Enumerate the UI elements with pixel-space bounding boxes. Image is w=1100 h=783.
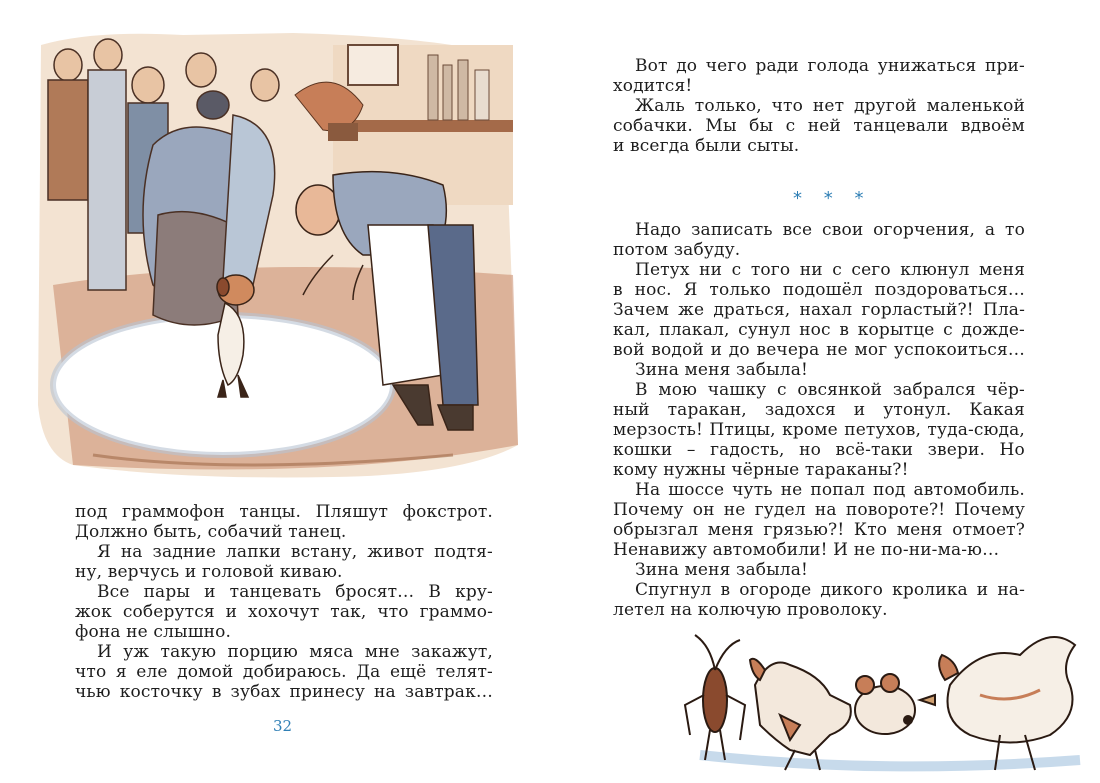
dance-hall-illustration	[33, 25, 520, 483]
text-line: Надо записать все свои огорчения, а то	[635, 220, 1025, 240]
paragraph	[613, 56, 1025, 96]
section-separator: * * *	[793, 188, 872, 209]
paragraph	[613, 260, 1025, 360]
paragraph	[613, 96, 1025, 156]
text-line: Ненавижу автомобили! И не по-ни-ма-ю…	[613, 540, 1000, 560]
right-page	[550, 0, 1100, 783]
text-line: Я на задние лапки встану, живот подтя-	[97, 542, 493, 562]
text-line: фона не слышно.	[75, 622, 232, 642]
paragraph	[75, 642, 493, 702]
text-line: мерзость! Птицы, кроме петухов, туда-сюда,	[613, 420, 1025, 440]
text-line: Зина меня забыла!	[635, 560, 809, 580]
text-line: летел на колючую проволоку.	[613, 600, 888, 620]
text-line: Спугнул в огороде дикого кролика и на-	[635, 580, 1025, 600]
paragraph	[75, 502, 493, 542]
text-line: собачки. Мы бы с ней танцевали вдвоём	[613, 116, 1025, 136]
text-line: что я еле домой добираюсь. Да ещё телят-	[75, 662, 493, 682]
animals-illustration	[680, 625, 1090, 777]
text-line: На шоссе чуть не попал под автомобиль.	[635, 480, 1025, 500]
text-line: потом забуду.	[613, 240, 741, 260]
text-line: ходится!	[613, 76, 693, 96]
text-line: Все пары и танцевать бросят… В кру-	[97, 582, 493, 602]
text-line: кому нужны чёрные тараканы?!	[613, 460, 909, 480]
paragraph	[613, 560, 1025, 580]
paragraph	[613, 480, 1025, 560]
right-page-top-text	[613, 56, 1025, 156]
paragraph	[75, 542, 493, 582]
paragraph	[613, 360, 1025, 380]
text-line: в нос. Я только подошёл поздороваться…	[613, 280, 1025, 300]
text-line: Должно быть, собачий танец.	[75, 522, 347, 542]
text-line: и всегда были сыты.	[613, 136, 800, 156]
text-line: под граммофон танцы. Пляшут фокстрот.	[75, 502, 493, 522]
text-line: Вот до чего ради голода унижаться при-	[635, 56, 1025, 76]
right-page-main-text	[613, 220, 1025, 620]
text-line: вой водой и до вечера не мог успокоиться…	[613, 340, 1025, 360]
text-line: Петух ни с того ни с сего клюнул меня	[635, 260, 1025, 280]
text-line: Почему он не гудел на повороте?! Почему	[613, 500, 1025, 520]
text-line: жок соберутся и хохочут так, что граммо-	[75, 602, 493, 622]
paragraph	[613, 580, 1025, 620]
text-line: ну, верчусь и головой киваю.	[75, 562, 343, 582]
text-line: И уж такую порцию мяса мне закажут,	[97, 642, 493, 662]
left-page-text	[75, 502, 493, 702]
page-number: 32	[273, 717, 293, 735]
paragraph	[613, 380, 1025, 480]
text-line: обрызгал меня грязью?! Кто меня отмоет?	[613, 520, 1025, 540]
text-line: кал, плакал, сунул нос в корытце с дожде-	[613, 320, 1025, 340]
text-line: В мою чашку с овсянкой забрался чёр-	[635, 380, 1025, 400]
text-line: чью косточку в зубах принесу на завтрак…	[75, 682, 493, 702]
text-line: Жаль только, что нет другой маленькой	[635, 96, 1025, 116]
text-line: Зина меня забыла!	[635, 360, 809, 380]
paragraph	[75, 582, 493, 642]
text-line: Зачем же драться, нахал горластый?! Пла-	[613, 300, 1025, 320]
text-line: ный таракан, задохся и утонул. Какая	[613, 400, 1025, 420]
paragraph	[613, 220, 1025, 260]
text-line: кошки – гадость, но всё-таки звери. Но	[613, 440, 1025, 460]
